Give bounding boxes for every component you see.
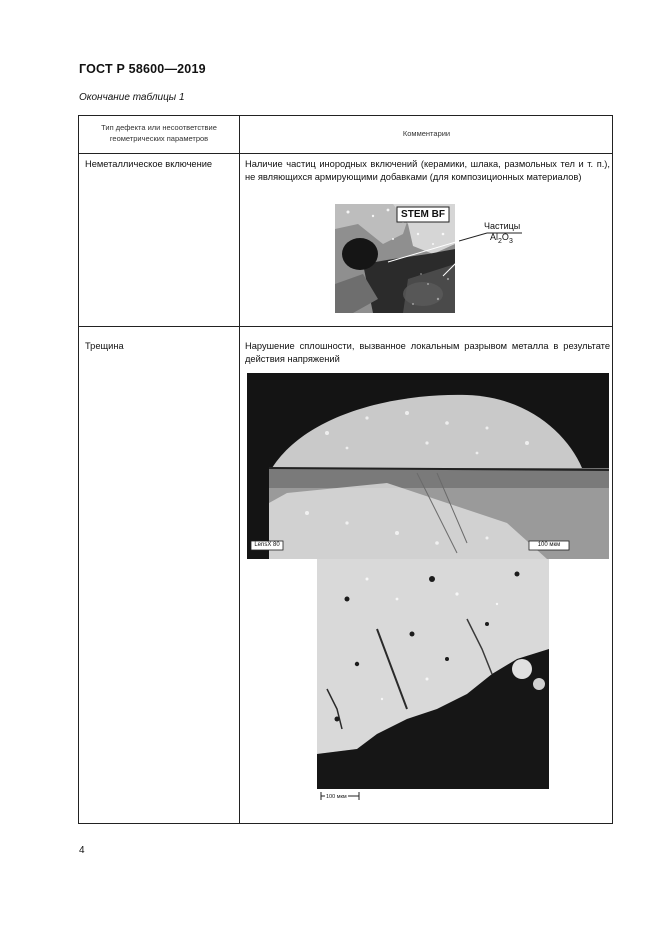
- stem-bf-label: STEM BF: [401, 209, 445, 220]
- crack-micrograph-bottom: [317, 559, 549, 789]
- defect-type-inclusion: Неметаллическое включение: [85, 159, 213, 169]
- al2o3-formula: [490, 232, 520, 247]
- column-header-defect-type: Тип дефекта или несоответствие геометрических параметров: [101, 123, 217, 143]
- crack-top-image: [247, 373, 609, 559]
- crack-micrograph-top: [247, 373, 609, 559]
- page-number: 4: [79, 845, 85, 856]
- particles-annotation: [484, 221, 520, 247]
- crack-top-left-label: LensX 80: [254, 542, 280, 548]
- header-divider: [79, 153, 612, 154]
- standard-id: ГОСТ Р 58600—2019: [79, 62, 206, 76]
- stem-bf-micrograph: [333, 204, 463, 314]
- formula-sub-2: 2: [498, 237, 502, 245]
- defect-type-crack: Трещина: [85, 341, 124, 351]
- formula-o: O: [501, 232, 509, 242]
- formula-al: Al: [490, 232, 499, 242]
- column-header-comments: Комментарии: [402, 129, 451, 138]
- table-caption: Окончание таблицы 1: [79, 92, 185, 103]
- crack-top-scale-label: 100 мкм: [537, 542, 561, 548]
- crack-bottom-scale-label: 100 мкм: [326, 794, 347, 800]
- comment-inclusion: Наличие частиц инородных включений (керамики, шлака, размольных тел и т. п.), не являющихся армирующими добавками (для композиционных материалов): [245, 159, 610, 182]
- column-divider: [239, 116, 240, 823]
- defects-table: [78, 115, 613, 824]
- comment-crack: Нарушение сплошности, вызванное локальным разрывом металла в результате действия напряжений: [245, 341, 610, 364]
- crack-bottom-image: [317, 559, 549, 789]
- particles-label: Частицы: [484, 221, 521, 231]
- formula-sub-3: 3: [508, 237, 513, 245]
- stem-bf-image: [333, 204, 463, 314]
- row-divider: [79, 326, 612, 327]
